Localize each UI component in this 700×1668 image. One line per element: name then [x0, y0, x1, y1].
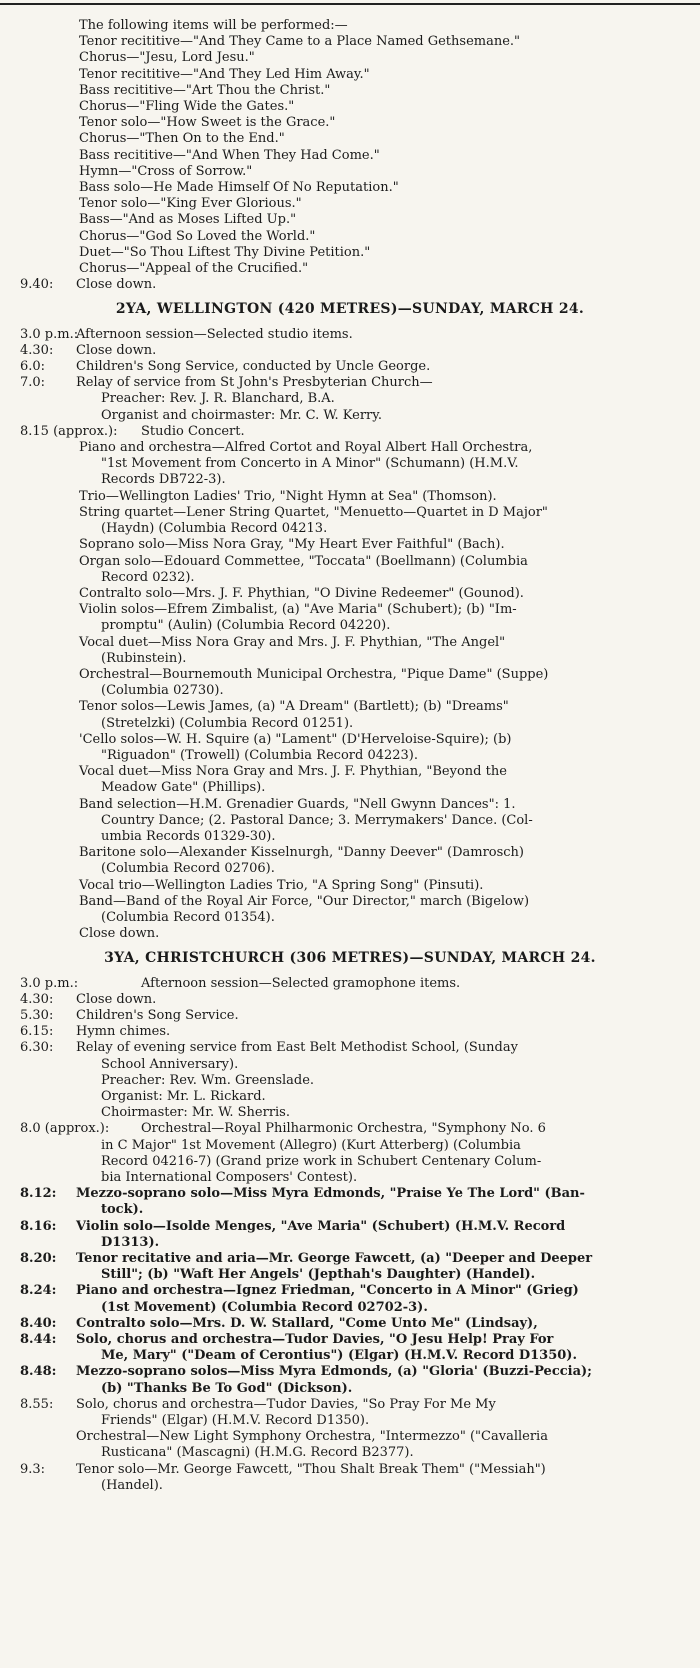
concert-item-line: (Rubinstein).	[101, 650, 187, 666]
entry-time: 6.0:	[20, 359, 46, 375]
entry-line	[0, 1429, 700, 1445]
entry-text: Friends" (Elgar) (H.M.V. Record D1350).	[101, 1413, 370, 1429]
list-item: Chorus—"Fling Wide the Gates."	[79, 99, 295, 115]
entry-text: Solo, chorus and orchestra—Tudor Davies, "O Jesu Help! Pray For	[76, 1332, 554, 1348]
entry-text: Orchestral—Royal Philharmonic Orchestra, "Symphony No. 6	[141, 1121, 546, 1137]
concert-item	[0, 926, 700, 942]
list-item: Bass solo—He Made Himself Of No Reputation."	[79, 180, 399, 196]
schedule-entry	[0, 375, 700, 391]
concert-item-line: Meadow Gate" (Phillips).	[101, 780, 266, 796]
entry-line	[0, 1073, 700, 1089]
entry-line	[0, 1040, 700, 1056]
entry-text: Studio Concert.	[141, 423, 245, 439]
entry-line	[0, 1251, 700, 1267]
schedule-entry	[0, 1121, 700, 1186]
entry-line	[0, 1283, 700, 1299]
concert-item	[0, 699, 700, 731]
concert-item-line: Soprano solo—Miss Nora Gray, "My Heart Ever Faithful" (Bach).	[79, 537, 505, 553]
entry-line	[0, 1332, 700, 1348]
entry-text: Relay of service from St John's Presbyterian Church—	[76, 375, 433, 391]
schedule-entry	[0, 1462, 700, 1494]
schedule-entry	[0, 1008, 700, 1024]
entry-line	[0, 1186, 700, 1202]
concert-item	[0, 667, 700, 699]
list-item: Chorus—"Jesu, Lord Jesu."	[79, 50, 255, 66]
concert-item-line: Organ solo—Edouard Commettee, "Toccata" (Boellmann) (Columbia	[79, 553, 528, 569]
entry-text: (Handel).	[101, 1477, 163, 1493]
list-item: The following items will be performed:—	[79, 18, 348, 33]
entry-time: 3.0 p.m.:	[20, 975, 79, 991]
concert-item-line: Vocal duet—Miss Nora Gray and Mrs. J. F. Phythian, "The Angel"	[79, 634, 506, 650]
entry-line	[0, 1364, 700, 1380]
concert-item-line: (Stretelzki) (Columbia Record 01251).	[101, 715, 354, 731]
entry-detail: Organist and choirmaster: Mr. C. W. Kerry.	[101, 407, 383, 423]
list-item: Tenor recititive—"And They Led Him Away."	[79, 66, 370, 82]
entry-text: Solo, chorus and orchestra—Tudor Davies, "So Pray For Me My	[76, 1396, 496, 1412]
entry-line	[0, 992, 700, 1008]
entry-line	[0, 1024, 700, 1040]
entry-detail: Preacher: Rev. J. R. Blanchard, B.A.	[101, 391, 335, 407]
schedule-entry	[0, 992, 700, 1008]
performance-list	[0, 18, 700, 293]
concert-item	[0, 537, 700, 553]
concert-item-line: promptu" (Aulin) (Columbia Record 04220).	[101, 618, 391, 634]
schedule-entry	[0, 277, 700, 293]
concert-item-line: Close down.	[79, 926, 160, 942]
concert-item-line: Band—Band of the Royal Air Force, "Our Director," march (Bigelow)	[79, 893, 530, 909]
schedule-entry	[0, 976, 700, 992]
entry-time: 8.12:	[20, 1186, 57, 1202]
concert-item	[0, 878, 700, 894]
concert-item	[0, 635, 700, 667]
schedule-entry	[0, 1186, 700, 1218]
entry-line	[0, 1445, 700, 1461]
schedule-entry	[0, 424, 700, 440]
entry-time: 8.55:	[20, 1396, 54, 1412]
entry-text: Record 04216-7) (Grand prize work in Schubert Centenary Colum-	[101, 1153, 542, 1169]
entry-line	[0, 976, 700, 992]
entry-text: Children's Song Service.	[76, 1007, 239, 1023]
entry-line	[0, 1219, 700, 1235]
list-item: Chorus—"Appeal of the Crucified."	[79, 261, 309, 277]
entry-text: Piano and orchestra—Ignez Friedman, "Concerto in A Minor" (Grieg)	[76, 1283, 579, 1299]
concert-item-line: umbia Records 01329-30).	[101, 828, 276, 844]
entry-text: Afternoon session—Selected gramophone items.	[141, 975, 461, 991]
concert-item-line: Record 0232).	[101, 569, 195, 585]
entry-text: (1st Movement) (Columbia Record 02702-3).	[101, 1299, 428, 1315]
schedule-entry	[0, 327, 700, 343]
entry-time: 4.30:	[20, 991, 54, 1007]
list-item: Tenor recititive—"And They Came to a Place Named Gethsemane."	[79, 34, 521, 50]
concert-item-line: Tenor solos—Lewis James, (a) "A Dream" (Bartlett); (b) "Dreams"	[79, 699, 509, 715]
entry-text: (b) "Thanks Be To God" (Dickson).	[101, 1380, 353, 1396]
concert-item-line: Contralto solo—Mrs. J. F. Phythian, "O Divine Redeemer" (Gounod).	[79, 585, 524, 601]
concert-item-line: (Columbia 02730).	[101, 683, 224, 699]
entry-text: Afternoon session—Selected studio items.	[76, 326, 353, 342]
entry-line	[0, 1202, 700, 1218]
entry-time: 8.48:	[20, 1364, 57, 1380]
entry-line	[0, 1170, 700, 1186]
entry-time: 9.3:	[20, 1461, 46, 1477]
entry-time: 9.40:	[20, 277, 54, 293]
entry-line	[0, 1267, 700, 1283]
entry-line	[0, 1235, 700, 1251]
entry-line	[0, 1138, 700, 1154]
entry-text: D1313).	[101, 1234, 160, 1250]
entry-text: Mezzo-soprano solo—Miss Myra Edmonds, "Praise Ye The Lord" (Ban-	[76, 1186, 585, 1202]
list-item: Bass recititive—"And When They Had Come."	[79, 147, 380, 163]
entry-time: 8.15 (approx.):	[20, 423, 118, 439]
schedule-2ya	[0, 327, 700, 943]
concert-item-line: Vocal duet—Miss Nora Gray and Mrs. J. F. Phythian, "Beyond the	[79, 764, 507, 780]
schedule-entry	[0, 1364, 700, 1396]
concert-item-line: Violin solos—Efrem Zimbalist, (a) "Ave Maria" (Schubert); (b) "Im-	[79, 602, 517, 618]
schedule-entry	[0, 1332, 700, 1364]
section-heading-3ya: 3YA, CHRISTCHURCH (306 METRES)—SUNDAY, MARCH 24.	[104, 950, 596, 967]
entry-line	[0, 1478, 700, 1494]
concert-item-line: 'Cello solos—W. H. Squire (a) "Lament" (D'Herveloise-Squire); (b)	[79, 731, 512, 747]
concert-item-line: Piano and orchestra—Alfred Cortot and Royal Albert Hall Orchestra,	[79, 440, 533, 456]
entry-text: School Anniversary).	[101, 1056, 239, 1072]
concert-item	[0, 845, 700, 877]
concert-item-line: String quartet—Lener String Quartet, "Menuetto—Quartet in D Major"	[79, 504, 548, 520]
schedule-entry	[0, 343, 700, 359]
concert-item-line: Country Dance; (2. Pastoral Dance; 3. Merrymakers' Dance. (Col-	[101, 812, 533, 828]
entry-text: Mezzo-soprano solos—Miss Myra Edmonds, (a) "Gloria' (Buzzi-Peccia);	[76, 1364, 592, 1380]
schedule-entry	[0, 1024, 700, 1040]
concert-item-line: (Columbia Record 02706).	[101, 861, 275, 877]
entry-text: bia International Composers' Contest).	[101, 1170, 358, 1186]
entry-text: Rusticana" (Mascagni) (H.M.G. Record B2377).	[101, 1445, 414, 1461]
list-item: Chorus—"Then On to the End."	[79, 131, 285, 147]
concert-item	[0, 764, 700, 796]
concert-item-line: Band selection—H.M. Grenadier Guards, "Nell Gwynn Dances": 1.	[79, 796, 516, 812]
entry-text: Organist: Mr. L. Rickard.	[101, 1089, 266, 1104]
schedule-entry	[0, 359, 700, 375]
schedule-3ya	[0, 976, 700, 1495]
entry-text: Contralto solo—Mrs. D. W. Stallard, "Come Unto Me" (Lindsay),	[76, 1315, 538, 1331]
entry-text: Violin solo—Isolde Menges, "Ave Maria" (Schubert) (H.M.V. Record	[76, 1218, 566, 1234]
concert-item	[0, 797, 700, 846]
entry-line	[0, 1057, 700, 1073]
concert-item	[0, 505, 700, 537]
entry-line	[0, 1089, 700, 1105]
concert-item-line: Vocal trio—Wellington Ladies Trio, "A Spring Song" (Pinsuti).	[79, 877, 484, 893]
entry-time: 8.44:	[20, 1332, 57, 1348]
list-item: Tenor solo—"How Sweet is the Grace."	[79, 115, 336, 131]
entry-time: 6.15:	[20, 1024, 54, 1040]
entry-line	[0, 1300, 700, 1316]
entry-line	[0, 1397, 700, 1413]
schedule-entry	[0, 1397, 700, 1462]
entry-text: Hymn chimes.	[76, 1024, 171, 1040]
entry-text: in C Major" 1st Movement (Allegro) (Kurt Atterberg) (Columbia	[101, 1137, 521, 1153]
list-item: Hymn—"Cross of Sorrow."	[79, 163, 253, 179]
concert-item	[0, 586, 700, 602]
entry-text: tock).	[101, 1202, 144, 1218]
entry-line	[0, 1462, 700, 1478]
concert-item	[0, 602, 700, 634]
entry-time: 5.30:	[20, 1007, 54, 1023]
entry-text: Still"; (b) "Waft Her Angels' (Jepthah's Daughter) (Handel).	[101, 1267, 536, 1283]
entry-text: Tenor recitative and aria—Mr. George Fawcett, (a) "Deeper and Deeper	[76, 1251, 593, 1267]
entry-line	[0, 1008, 700, 1024]
entry-line	[0, 1413, 700, 1429]
schedule-entry	[0, 1219, 700, 1251]
entry-line	[0, 1381, 700, 1397]
schedule-entry	[0, 1040, 700, 1121]
entry-time: 6.30:	[20, 1040, 54, 1056]
entry-line	[0, 1316, 700, 1332]
entry-text: Relay of evening service from East Belt Methodist School, (Sunday	[76, 1040, 518, 1056]
concert-items	[0, 440, 700, 942]
entry-time: 3.0 p.m.:	[20, 326, 79, 342]
entry-text: Tenor solo—Mr. George Fawcett, "Thou Shalt Break Them" ("Messiah")	[76, 1461, 546, 1477]
concert-item-line: Orchestral—Bournemouth Municipal Orchestra, "Pique Dame" (Suppe)	[79, 666, 549, 682]
entry-time: 8.24:	[20, 1283, 57, 1299]
section-heading-2ya: 2YA, WELLINGTON (420 METRES)—SUNDAY, MARCH 24.	[115, 301, 585, 318]
entry-text: Orchestral—New Light Symphony Orchestra, "Intermezzo" ("Cavalleria	[76, 1429, 548, 1445]
entry-time: 8.20:	[20, 1251, 57, 1267]
list-item: Duet—"So Thou Liftest Thy Divine Petition."	[79, 244, 371, 260]
concert-item-line: Baritone solo—Alexander Kisselnurgh, "Danny Deever" (Damrosch)	[79, 845, 525, 861]
entry-time: 8.40:	[20, 1315, 57, 1331]
concert-item	[0, 554, 700, 586]
entry-time: 8.16:	[20, 1218, 57, 1234]
schedule-entry	[0, 1283, 700, 1315]
concert-item	[0, 440, 700, 489]
list-item: Bass—"And as Moses Lifted Up."	[79, 212, 297, 228]
entry-line	[0, 1121, 700, 1137]
entry-line	[0, 1105, 700, 1121]
concert-item	[0, 894, 700, 926]
top-rule	[0, 3, 700, 5]
list-item: Bass recititive—"Art Thou the Christ."	[79, 82, 331, 98]
entry-text: Close down.	[76, 342, 157, 358]
entry-text: Children's Song Service, conducted by Uncle George.	[76, 359, 431, 375]
entry-text: Me, Mary" ("Deam of Cerontius") (Elgar) (H.M.V. Record D1350).	[101, 1348, 577, 1364]
entry-line	[0, 1348, 700, 1364]
concert-item-line: Records DB722-3).	[101, 472, 226, 488]
list-item: Chorus—"God So Loved the World."	[79, 228, 316, 244]
concert-item	[0, 489, 700, 505]
concert-item-line: "1st Movement from Concerto in A Minor" (Schumann) (H.M.V.	[101, 456, 519, 472]
concert-item-line: "Riguadon" (Trowell) (Columbia Record 04223).	[101, 747, 419, 763]
entry-text: Close down.	[76, 991, 157, 1007]
entry-text: Preacher: Rev. Wm. Greenslade.	[101, 1072, 315, 1088]
entry-time: 4.30:	[20, 342, 54, 358]
concert-item	[0, 732, 700, 764]
schedule-entry	[0, 1251, 700, 1283]
entry-time: 8.0 (approx.):	[20, 1121, 110, 1137]
concert-item-line: Trio—Wellington Ladies' Trio, "Night Hymn at Sea" (Thomson).	[79, 488, 497, 504]
schedule-entry	[0, 1316, 700, 1332]
entry-time: 7.0:	[20, 375, 46, 391]
list-item: Tenor solo—"King Ever Glorious."	[79, 196, 302, 212]
concert-item-line: (Columbia Record 01354).	[101, 909, 275, 925]
entry-text: Close down.	[76, 277, 157, 293]
concert-item-line: (Haydn) (Columbia Record 04213.	[101, 521, 328, 537]
radio-programme-page	[0, 18, 700, 1494]
entry-text: Choirmaster: Mr. W. Sherris.	[101, 1105, 290, 1121]
entry-line	[0, 1154, 700, 1170]
